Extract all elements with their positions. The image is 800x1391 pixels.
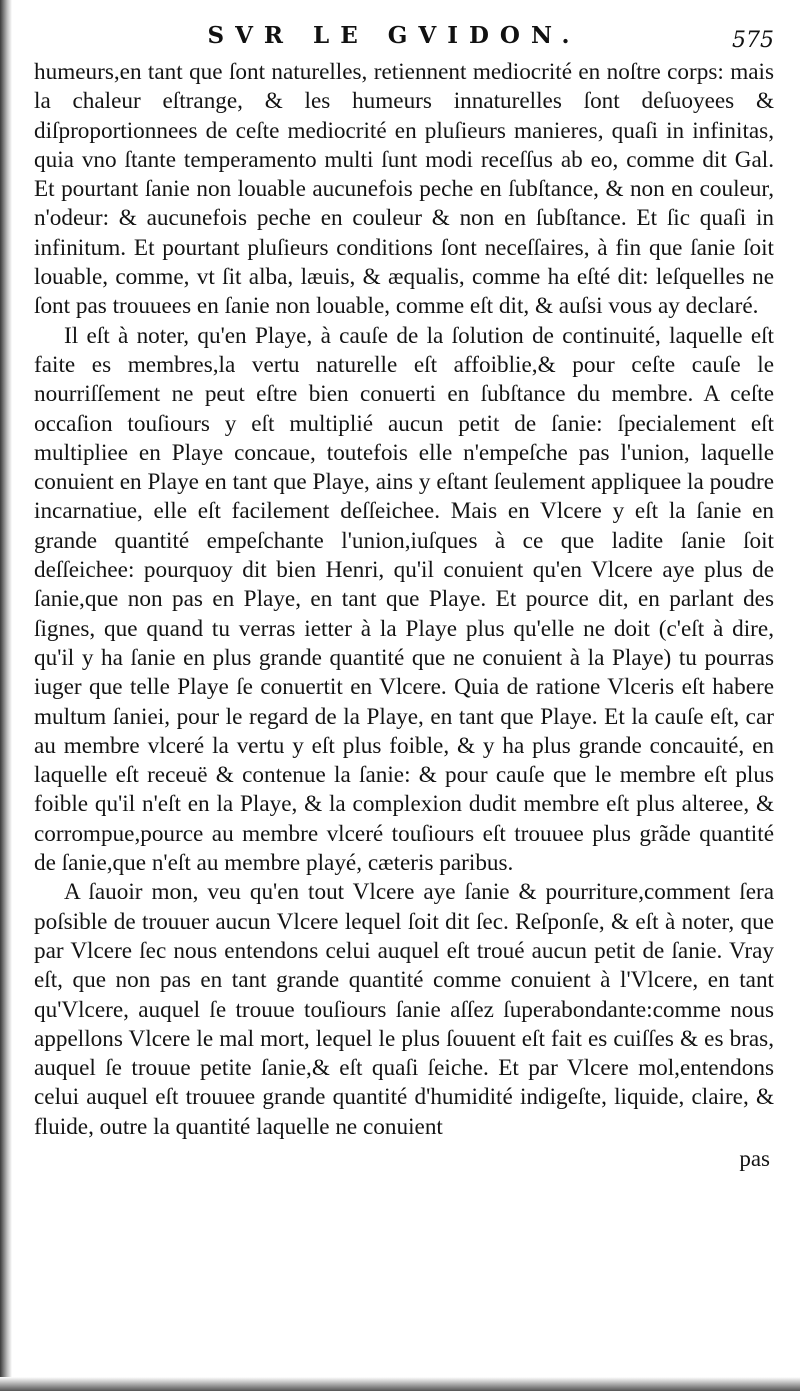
body-text xyxy=(34,58,774,1142)
paragraph-1: humeurs,en tant que ſont naturelles, retiennent mediocrité en noſtre corps: mais la chaleur eſtrange, & les humeurs innaturelles ſont deſuoyees & diſproportionnees de ceſte mediocrité en pluſieurs manieres, quaſi in infinitas, quia vno ſtante temperamento multi ſunt modi receſſus ab eo, comme dit Gal. Et pourtant ſanie non louable aucunefois peche en ſubſtance, & non en couleur, n'odeur: & aucunefois peche en couleur & non en ſubſtance. Et ſic quaſi in infinitum. Et pourtant pluſieurs conditions ſont neceſſaires, à fin que ſanie ſoit louable, comme, vt ſit alba, læuis, & æqualis, comme ha eſté dit: leſquelles ne ſont pas trouuees en ſanie non louable, comme eſt dit, & auſsi vous ay declaré. xyxy=(34,59,774,320)
page-header xyxy=(34,20,774,58)
page-edge-left xyxy=(0,0,12,1391)
page-edge-bottom xyxy=(0,1377,800,1391)
catchword: pas xyxy=(739,1145,770,1171)
book-page xyxy=(34,20,774,1370)
paragraph-2: Il eſt à noter, qu'en Playe, à cauſe de la ſolution de continuité, laquelle eſt faite es membres,la vertu naturelle eſt affoiblie,& pour ceſte cauſe le nourriſſement ne peut eſtre bien conuerti en ſubſtance du membre. A ceſte occaſion touſiours y eſt multiplié aucun petit de ſanie: ſpecialement eſt multipliee en Playe concaue, toutefois elle n'empeſche pas l'union, laquelle conuient en Playe en tant que Playe, ains y eſtant ſeulement appliquee la poudre incarnatiue, elle eſt facilement deſſeichee. Mais en Vlcere y eſt la ſanie en grande quantité empeſchante l'union,iuſques à ce que ladite ſanie ſoit deſſeichee: pourquoy dit bien Henri, qu'il conuient qu'en Vlcere aye plus de ſanie,que non pas en Playe, en tant que Playe. Et pource dit, en parlant des ſignes, que quand tu verras ietter à la Playe plus qu'elle ne doit (c'eſt à dire, qu'il y ha ſanie en plus grande quantité que ne conuient à la Playe) tu pourras iuger que telle Playe ſe conuertit en Vlcere. Quia de ratione Vlceris eſt habere multum ſaniei, pour le regard de la Playe, en tant que Playe. Et la cauſe eſt, car au membre vlceré la vertu y eſt plus foible, & y ha plus grande concauité, en laquelle eſt receuë & contenue la ſanie: & pour cauſe que le membre eſt plus foible qu'il n'eſt en la Playe, & la complexion dudit membre eſt plus alteree, & corrompue,pource au membre vlceré touſiours eſt trouuee plus grãde quantité de ſanie,que n'eſt au membre playé, cæteris paribus. xyxy=(34,322,774,877)
page-number: 575 xyxy=(732,28,774,53)
catchword-line xyxy=(34,1144,774,1173)
paragraph-3: A ſauoir mon, veu qu'en tout Vlcere aye ſanie & pourriture,comment ſera poſsible de trouuer aucun Vlcere lequel ſoit dit ſec. Reſponſe, & eſt à noter, que par Vlcere ſec nous entendons celui auquel eſt troué aucun petit de ſanie. Vray eſt, que non pas en tant grande quantité comme conuient à l'Vlcere, en tant qu'Vlcere, auquel ſe trouue touſiours ſanie aſſez ſuperabondante:comme nous appellons Vlcere le mal mort, lequel le plus ſouuent eſt fait es cuiſſes & es bras, auquel ſe trouue petite ſanie,& eſt quaſi ſeiche. Et par Vlcere mol,entendons celui auquel eſt trouuee grande quantité d'humidité indigeſte, liquide, claire, & fluide, outre la quantité laquelle ne conuient xyxy=(34,879,774,1140)
running-title: SVR LE GVIDON. xyxy=(207,22,581,49)
